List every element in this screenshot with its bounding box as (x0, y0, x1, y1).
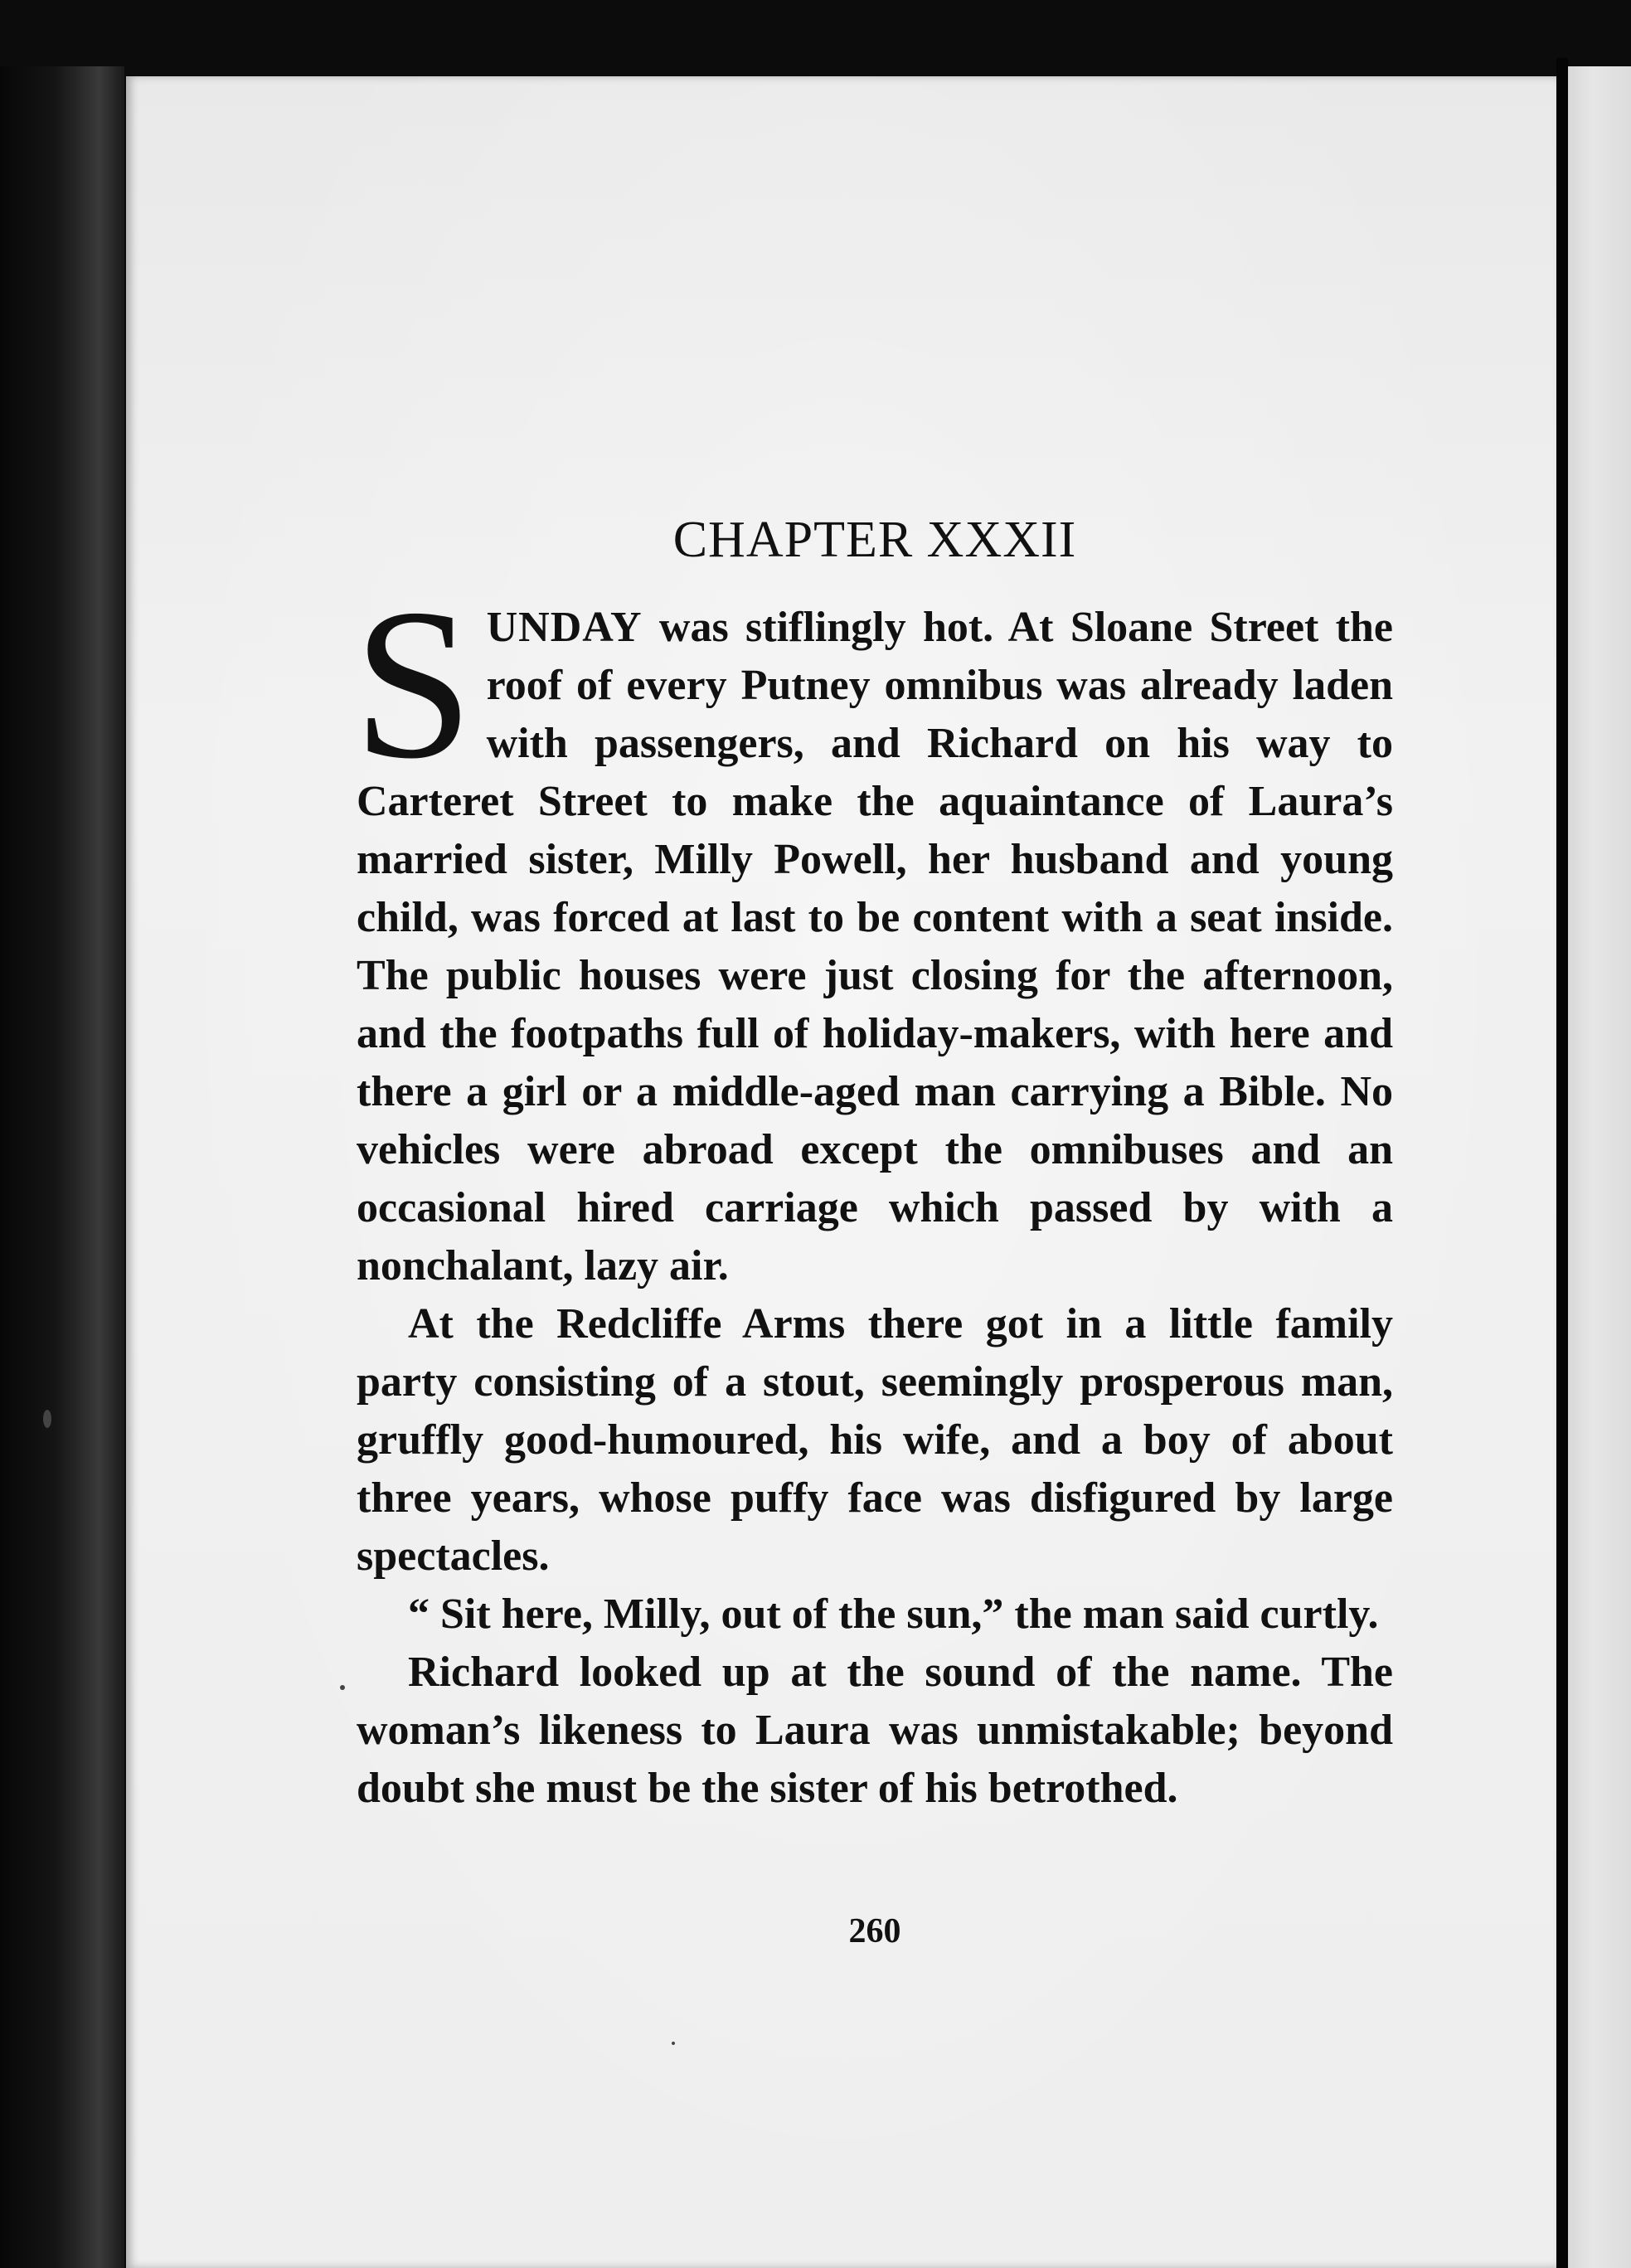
drop-cap: S (353, 565, 473, 804)
page-text-block (353, 512, 1393, 1818)
paragraph-2: At the Redcliffe Arms there got in a little family party consisting of a stout, seemingly prosperous man, gruffly good-humoured, his wife, and a boy of about three years, whose puffy face was disfigured by large spectacles. (357, 1300, 1393, 1580)
paragraph-1-text: was stiflingly hot. At Sloane Street the roof of every Putney omnibus was already laden with passengers, and Richard on his way to Carteret Street to make the aquaintance of Laura’s married sister, Milly Powell, her husband and young child, was forced at last to be content with a seat inside. The public houses were just closing for the afternoon, and the footpaths full of holiday-makers, with here and there a girl or a middle-aged man carrying a Bible. No vehicles were abroad except the omnibuses and an occasional hired carriage which passed by with a nonchalant, lazy air. (357, 604, 1393, 1289)
paragraph-1 (353, 565, 1393, 1295)
scan-speck (43, 1410, 51, 1428)
scan-speck (672, 2042, 675, 2045)
book-left-edge (0, 66, 124, 2268)
scan-speck (340, 1685, 345, 1690)
book-gutter (1556, 58, 1568, 2268)
first-word: UNDAY (486, 604, 643, 651)
page-number: 260 (848, 1912, 901, 1950)
adjacent-page-edge (1568, 66, 1631, 2268)
paragraph-4: Richard looked up at the sound of the name. The woman’s likeness to Laura was unmistakable; beyond doubt she must be the sister of his betrothed. (357, 1649, 1393, 1812)
chapter-title: CHAPTER XXXII (672, 512, 1077, 568)
paragraph-3: “ Sit here, Milly, out of the sun,” the man said curtly. (408, 1591, 1379, 1638)
